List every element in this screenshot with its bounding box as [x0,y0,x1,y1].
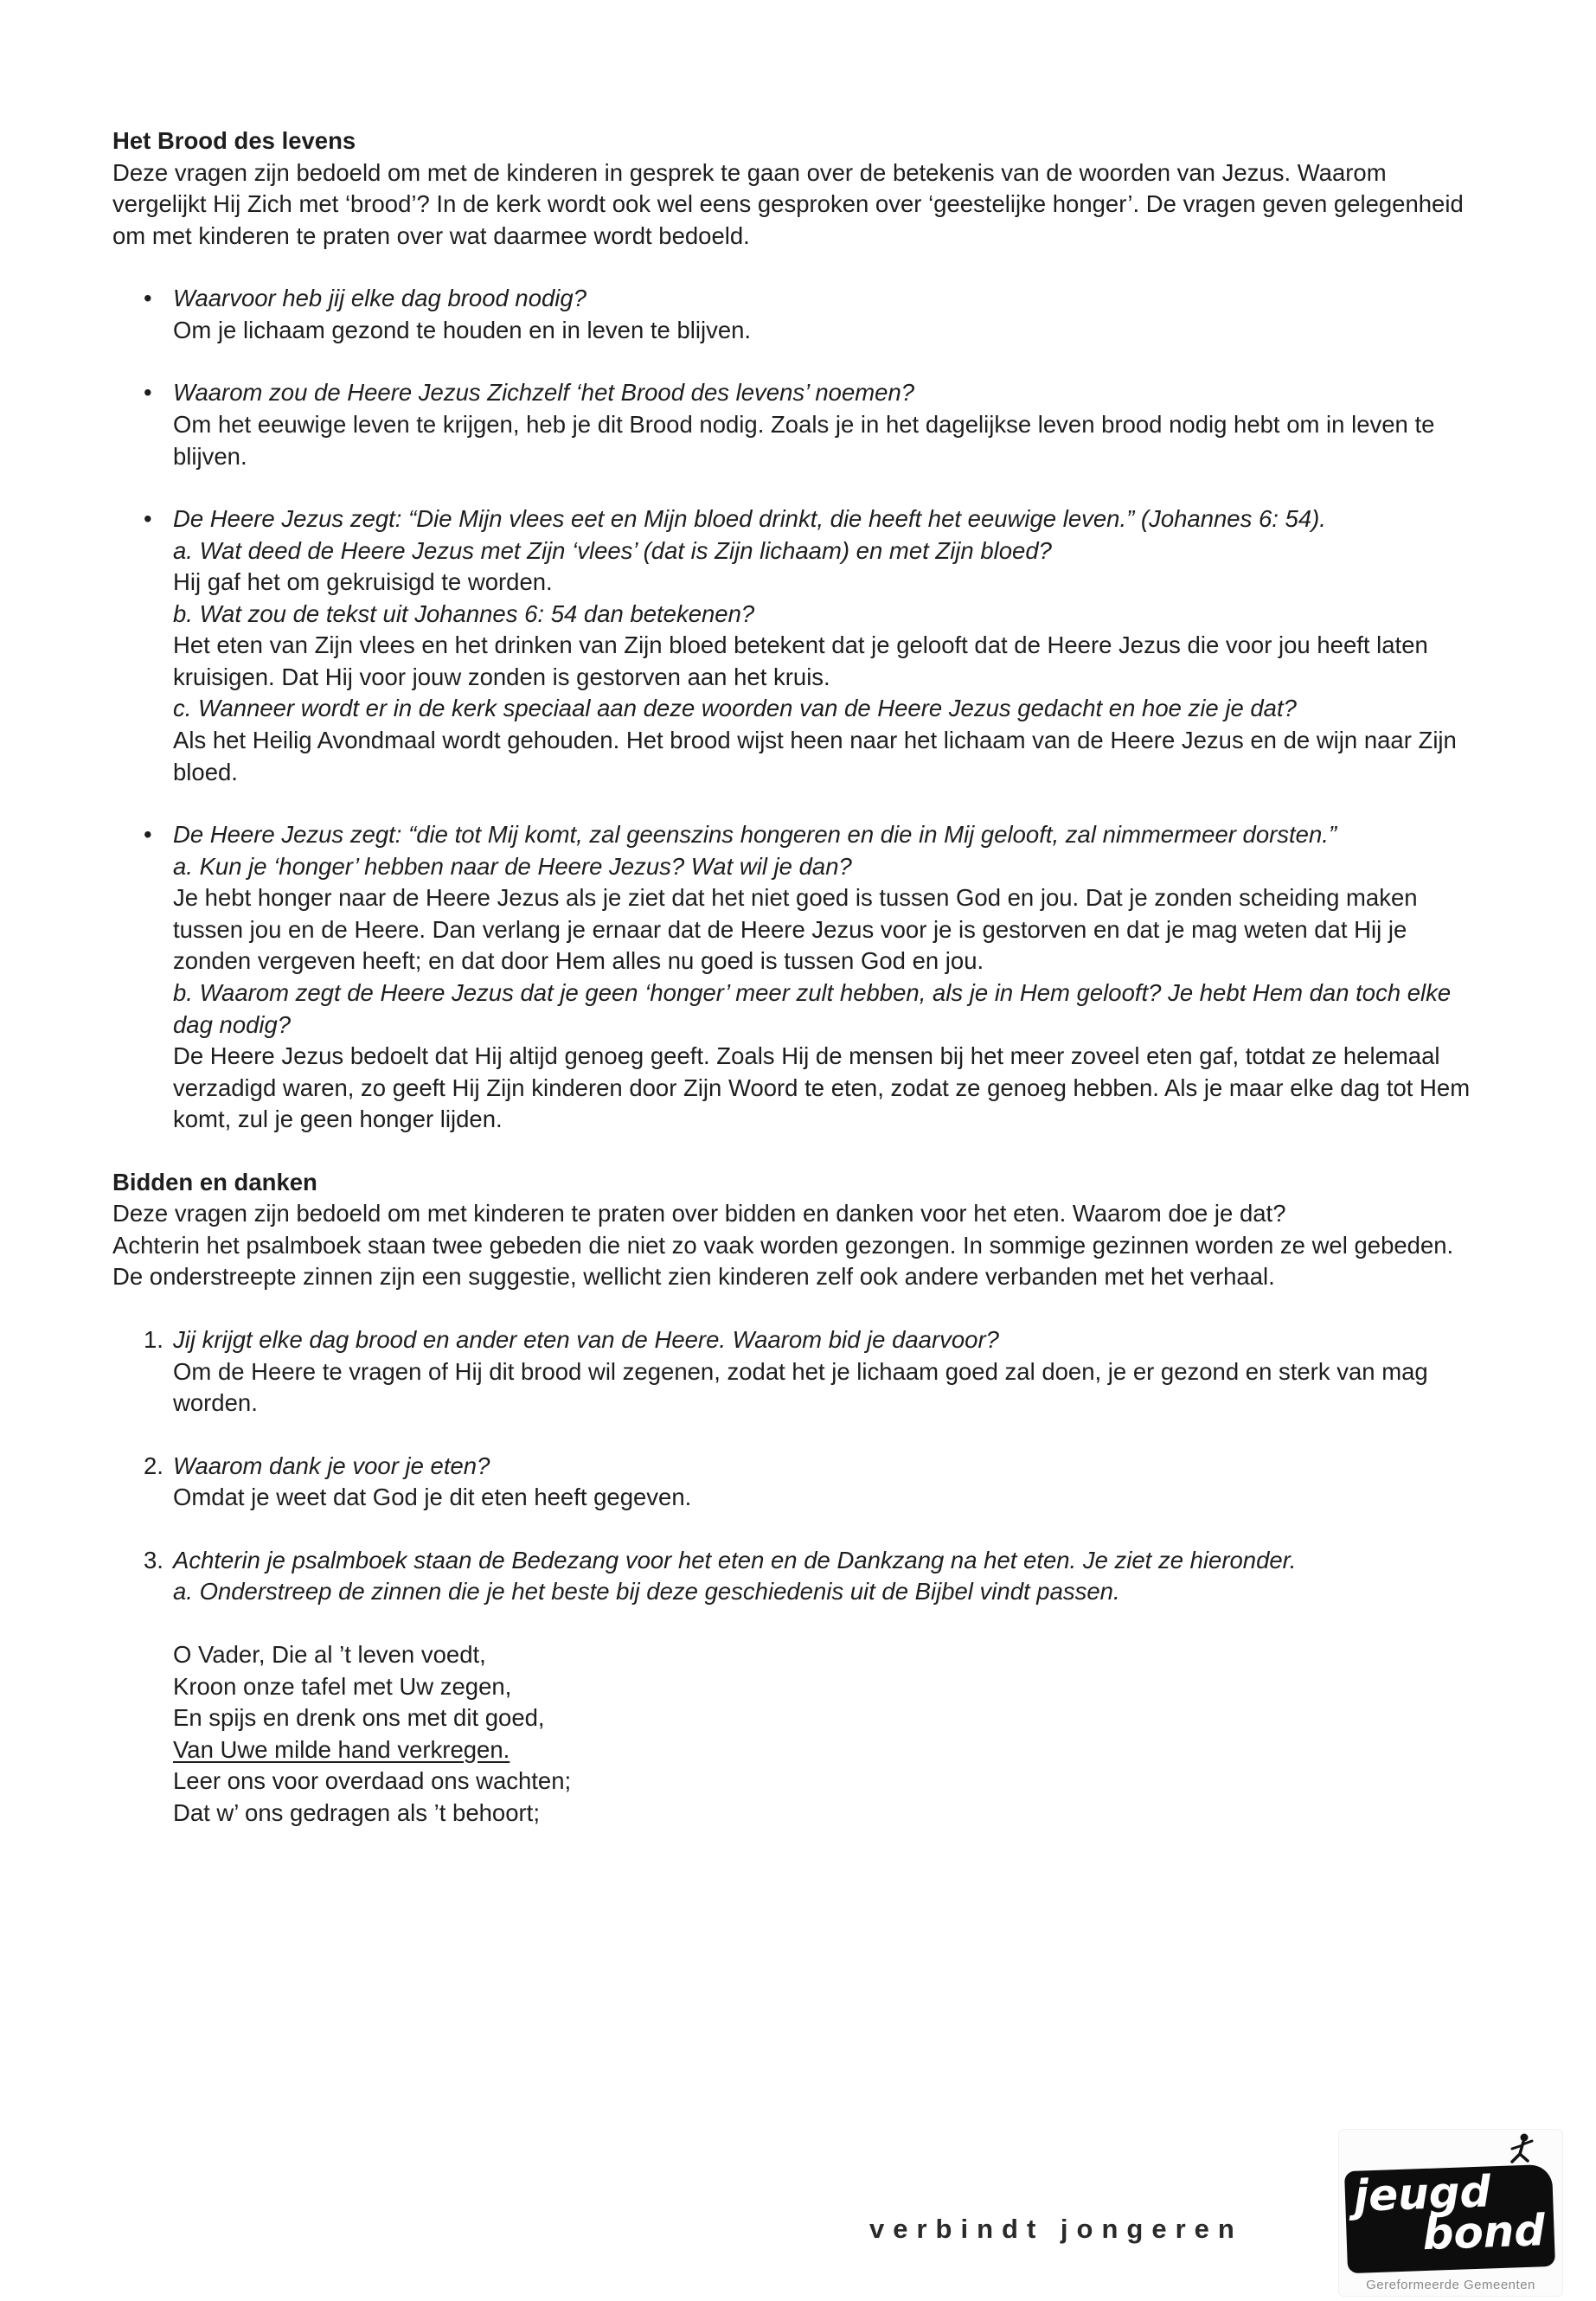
answer-text: Als het Heilig Avondmaal wordt gehouden. Het brood wijst heen naar het lichaam van de Heere Jezus en de wijn naar Zijn bloed. [173,727,1457,785]
jeugdbond-logo [1339,2130,1562,2296]
list-item [112,377,1479,472]
answer-text: De Heere Jezus bedoelt dat Hij altijd genoeg geeft. Zoals Hij de mensen bij het meer zoveel eten gaf, totdat ze helemaal verzadigd waren, zo geeft Hij Zijn kinderen door Zijn Woord te eten, zodat ze genoeg hebben. Als je maar elke dag tot Hem komt, zul je geen honger lijden. [173,1042,1471,1133]
answer-text: Om het eeuwige leven te krijgen, heb je dit Brood nodig. Zoals je in het dagelijkse leven brood nodig hebt om in leven te blijven. [173,410,1435,470]
section-heading: Het Brood des levens [112,127,356,154]
section-intro: Deze vragen zijn bedoeld om met kinderen te praten over bidden en danken voor het eten. Waarom doe je dat? [112,1200,1286,1227]
poem-line: En spijs en drenk ons met dit goed, [173,1704,545,1732]
sub-question-a: a. Onderstreep de zinnen die je het beste bij deze geschiedenis uit de Bijbel vindt passen. [173,1578,1120,1606]
bullet-marker: • [144,505,152,533]
question-text: Waarvoor heb jij elke dag brood nodig? [173,285,587,312]
answer-text: Om je lichaam gezond te houden en in leven te blijven. [173,316,752,343]
question-text: Jij krijgt elke dag brood en ander eten van de Heere. Waarom bid je daarvoor? [173,1326,999,1353]
poem-line: Dat w’ ons gedragen als ’t behoort; [173,1798,540,1826]
leaping-person-icon [1502,2131,1540,2170]
prayer-song-text [173,1639,1479,1829]
numbered-list [112,1324,1479,1829]
answer-text: Omdat je weet dat God je dit eten heeft gegeven. [173,1484,692,1511]
list-item [112,1545,1479,1830]
bullet-marker: • [144,379,152,407]
logo-text-jeugd: jeugd [1353,2166,1492,2221]
list-item [112,283,1479,346]
list-item [112,1451,1479,1514]
answer-text: Je hebt honger naar de Heere Jezus als je ziet dat het niet goed is tussen God en jou. Dat je zonden scheiding maken tussen jou en de Heere. Dan verlang je ernaar dat de Heere Jezus voor je is gestorven en dat je mag weten dat Hij je zonden vergeven heeft; en dat door Hem alles nu goed is tussen God en jou. [173,884,1418,975]
list-number: 1. [144,1326,163,1353]
list-number: 2. [144,1452,163,1479]
bullet-list [112,283,1479,1136]
bullet-marker: • [144,821,152,849]
list-item [112,1324,1479,1420]
list-number: 3. [144,1546,163,1574]
question-text: Waarom dank je voor je eten? [173,1452,490,1479]
sub-question-b: b. Wat zou de tekst uit Johannes 6: 54 dan betekenen? [173,599,755,627]
sub-question-a: a. Kun je ‘honger’ hebben naar de Heere Jezus? Wat wil je dan? [173,852,852,880]
section-brood-des-levens [112,125,1479,1136]
question-text: Achterin je psalmboek staan de Bedezang voor het eten en de Dankzang na het eten. Je ziet ze hieronder. [173,1546,1297,1574]
sub-question-b: b. Waarom zegt de Heere Jezus dat je geen ‘honger’ meer zult hebben, als je in Hem gelooft? Je hebt Hem dan toch elke dag nodig? [173,978,1452,1038]
section-intro: Deze vragen zijn bedoeld om met de kinderen in gesprek te gaan over de betekenis van de woorden van Jezus. Waarom vergelijkt Hij Zich met ‘brood’? In de kerk wordt ook wel eens gesproken over ‘geestelijke honger’. De vragen geven gelegenheid om met kinderen te praten over wat daarmee wordt bedoeld. [112,158,1464,249]
sub-question-a: a. Wat deed de Heere Jezus met Zijn ‘vlees’ (dat is Zijn lichaam) en met Zijn bloed? [173,536,1052,564]
poem-line: O Vader, Die al ’t leven voedt, [173,1640,486,1668]
logo-caption: Gereformeerde Gemeenten [1366,2278,1535,2292]
list-item [112,819,1479,1136]
list-item [112,503,1479,788]
bullet-marker: • [144,285,152,312]
tagline-verbindt-jongeren: verbindt jongeren [869,2214,1243,2244]
section-heading: Bidden en danken [112,1168,317,1195]
question-text: De Heere Jezus zegt: “die tot Mij komt, zal geenszins hongeren en die in Mij gelooft, zal nimmermeer dorsten.” [173,821,1337,849]
poem-line-underlined: Van Uwe milde hand verkregen. [173,1735,510,1763]
poem-line: Leer ons voor overdaad ons wachten; [173,1767,572,1795]
logo-box [1344,2164,1555,2273]
logo-text-bond: bond [1421,2205,1547,2260]
section-bidden-en-danken [112,1167,1479,1830]
answer-text: Om de Heere te vragen of Hij dit brood wil zegenen, zodat het je lichaam goed zal doen, je er gezond en sterk van mag worden. [173,1357,1428,1417]
question-text: De Heere Jezus zegt: “Die Mijn vlees eet en Mijn bloed drinkt, die heeft het eeuwige leven.” (Johannes 6: 54). [173,505,1326,533]
sub-question-c: c. Wanneer wordt er in de kerk speciaal aan deze woorden van de Heere Jezus gedacht en hoe zie je dat? [173,695,1297,722]
section-intro: Achterin het psalmboek staan twee gebeden die niet zo vaak worden gezongen. In sommige gezinnen worden ze wel gebeden. De onderstreepte zinnen zijn een suggestie, wellicht zien kinderen zelf ook andere verbanden met het verhaal. [112,1231,1454,1291]
answer-text: Hij gaf het om gekruisigd te worden. [173,568,553,596]
poem-line: Kroon onze tafel met Uw zegen, [173,1672,512,1700]
answer-text: Het eten van Zijn vlees en het drinken van Zijn bloed betekent dat je gelooft dat de Heere Jezus die voor jou heeft laten kruisigen. Dat Hij voor jouw zonden is gestorven aan het kruis. [173,631,1428,690]
question-text: Waarom zou de Heere Jezus Zichzelf ‘het Brood des levens’ noemen? [173,379,915,407]
